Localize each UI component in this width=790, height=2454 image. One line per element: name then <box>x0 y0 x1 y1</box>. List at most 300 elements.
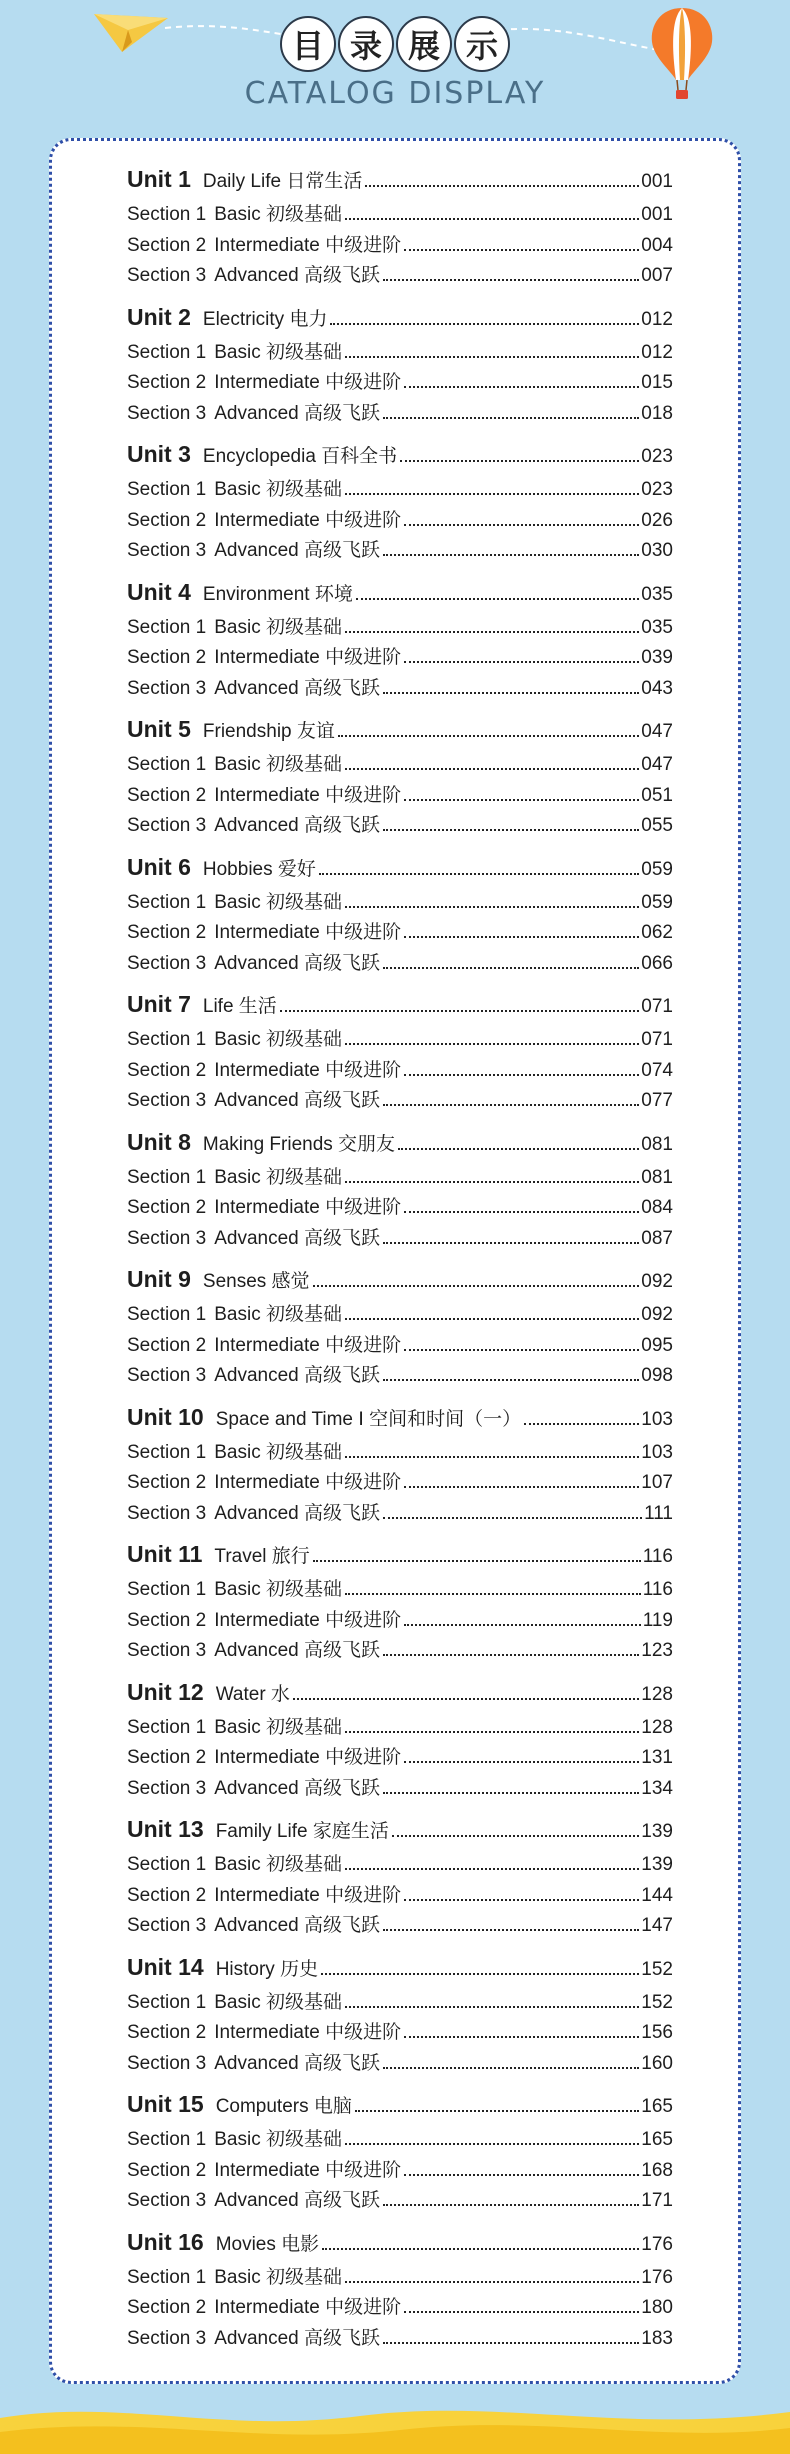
section-label: Section 2 <box>127 784 207 806</box>
section-entry[interactable] <box>127 1605 673 1636</box>
unit-number: Unit 6 <box>127 853 191 880</box>
dot-leader <box>383 279 639 281</box>
section-entry[interactable] <box>127 1742 673 1773</box>
dot-leader <box>313 1285 640 1287</box>
section-level: Basic 初级基础 <box>214 1441 342 1463</box>
section-level: Intermediate 中级进阶 <box>214 372 402 393</box>
page-number: 165 <box>641 2096 673 2117</box>
dot-leader <box>383 2204 639 2206</box>
dot-leader <box>383 1517 642 1519</box>
section-level: Advanced 高级飞跃 <box>214 1227 381 1249</box>
section-label: Section 2 <box>127 2022 207 2043</box>
catalog-subtitle: CATALOG DISPLAY <box>244 76 546 111</box>
table-of-contents <box>127 166 673 2366</box>
catalog-header <box>0 0 790 130</box>
dot-leader <box>383 829 639 831</box>
title-character: 目 <box>280 16 336 72</box>
dot-leader <box>383 692 639 694</box>
section-label: Section 3 <box>127 402 207 424</box>
section-entry[interactable] <box>127 260 673 291</box>
dot-leader <box>404 2174 639 2176</box>
unit-title: Friendship 友谊 <box>202 721 335 742</box>
section-level: Intermediate 中级进阶 <box>214 1747 402 1768</box>
page-number: 123 <box>641 1640 673 1661</box>
page-number: 183 <box>641 2327 673 2349</box>
dot-leader <box>392 1835 639 1837</box>
dot-leader <box>383 967 639 969</box>
section-entry[interactable] <box>127 505 673 536</box>
page-number: 111 <box>644 1502 673 1524</box>
dot-leader <box>404 249 639 251</box>
page-number: 012 <box>641 308 673 330</box>
dot-leader <box>383 417 639 419</box>
section-entry[interactable] <box>127 1849 673 1880</box>
dot-leader <box>293 1698 639 1700</box>
page-number: 128 <box>641 1716 673 1738</box>
page-number: 098 <box>641 1365 673 1386</box>
unit-number: Unit 3 <box>127 441 191 467</box>
dot-leader <box>322 2248 639 2250</box>
dot-leader <box>404 1761 639 1763</box>
page-number: 030 <box>641 540 673 561</box>
section-entry[interactable] <box>127 749 673 780</box>
page-number: 039 <box>641 647 673 668</box>
section-level: Basic 初级基础 <box>214 1854 342 1875</box>
section-level: Advanced 高级飞跃 <box>214 1640 381 1661</box>
dot-leader <box>345 906 639 908</box>
section-entry[interactable] <box>127 1773 673 1804</box>
section-level: Basic 初级基础 <box>214 616 342 638</box>
section-level: Intermediate 中级进阶 <box>214 509 402 531</box>
section-label: Section 2 <box>127 1334 207 1356</box>
section-entry[interactable] <box>127 535 673 566</box>
section-label: Section 1 <box>127 1166 207 1188</box>
section-entry[interactable] <box>127 2262 673 2293</box>
section-label: Section 3 <box>127 952 207 974</box>
dot-leader <box>383 2067 639 2069</box>
dot-leader <box>404 1074 639 1076</box>
dot-leader <box>404 1486 639 1488</box>
page-number: 035 <box>641 616 673 638</box>
unit-title: Life 生活 <box>202 996 277 1017</box>
unit-number: Unit 7 <box>127 991 191 1017</box>
section-entry[interactable] <box>127 1437 673 1468</box>
unit-block <box>127 441 673 579</box>
section-label: Section 2 <box>127 2159 207 2181</box>
unit-entry[interactable] <box>127 1679 673 1712</box>
dot-leader <box>345 768 639 770</box>
page-number: 066 <box>641 952 673 974</box>
section-entry[interactable] <box>127 612 673 643</box>
section-level: Advanced 高级飞跃 <box>214 1502 381 1524</box>
dot-leader <box>383 2342 639 2344</box>
page-number: 103 <box>641 1408 673 1430</box>
unit-block <box>127 166 673 304</box>
section-label: Section 2 <box>127 1747 207 1768</box>
page-number: 116 <box>642 1579 673 1600</box>
dot-leader <box>345 1868 639 1870</box>
page-number: 074 <box>641 1059 673 1081</box>
unit-entry[interactable] <box>127 1129 673 1162</box>
dot-leader <box>398 1148 639 1150</box>
unit-title: Making Friends 交朋友 <box>202 1133 396 1155</box>
section-entry[interactable] <box>127 917 673 948</box>
dot-leader <box>404 386 639 388</box>
section-entry[interactable] <box>127 1223 673 1254</box>
page-number: 144 <box>641 1884 673 1906</box>
page-number: 001 <box>641 204 673 225</box>
page-number: 139 <box>641 1821 673 1842</box>
section-entry[interactable] <box>127 642 673 673</box>
dot-leader <box>404 524 639 526</box>
dot-leader <box>383 1792 639 1794</box>
page-number: 007 <box>641 265 673 286</box>
section-label: Section 3 <box>127 677 207 699</box>
unit-block <box>127 579 673 717</box>
section-entry[interactable] <box>127 887 673 918</box>
unit-title: Daily Life 日常生活 <box>202 171 363 192</box>
section-level: Intermediate 中级进阶 <box>214 922 402 943</box>
page-number: 004 <box>641 234 673 256</box>
dot-leader <box>404 1349 639 1351</box>
dot-leader <box>383 1379 639 1381</box>
page-number: 095 <box>641 1334 673 1356</box>
dot-leader <box>345 1318 639 1320</box>
section-entry[interactable] <box>127 230 673 261</box>
dot-leader <box>319 873 639 875</box>
section-level: Basic 初级基础 <box>214 1304 342 1325</box>
section-label: Section 2 <box>127 234 207 256</box>
page-number: 160 <box>641 2052 673 2074</box>
unit-entry[interactable] <box>127 1541 673 1574</box>
section-level: Basic 初级基础 <box>214 1029 342 1050</box>
unit-entry[interactable] <box>127 1954 673 1987</box>
title-character: 录 <box>338 16 394 72</box>
unit-entry[interactable] <box>127 716 673 749</box>
section-level: Intermediate 中级进阶 <box>214 1334 402 1356</box>
section-label: Section 1 <box>127 754 207 775</box>
dot-leader <box>345 1731 639 1733</box>
unit-entry[interactable] <box>127 304 673 337</box>
dot-leader <box>345 2143 639 2145</box>
section-level: Advanced 高级飞跃 <box>214 815 381 836</box>
dot-leader <box>383 1654 639 1656</box>
section-level: Intermediate 中级进阶 <box>214 784 402 806</box>
section-entry[interactable] <box>127 780 673 811</box>
section-entry[interactable] <box>127 199 673 230</box>
section-entry[interactable] <box>127 1330 673 1361</box>
section-level: Advanced 高级飞跃 <box>214 402 381 424</box>
page-number: 176 <box>641 2233 673 2255</box>
section-label: Section 2 <box>127 1609 207 1631</box>
dot-leader <box>383 1929 639 1931</box>
section-label: Section 1 <box>127 1441 207 1463</box>
dot-leader <box>404 1899 639 1901</box>
section-label: Section 2 <box>127 647 207 668</box>
section-level: Intermediate 中级进阶 <box>214 2022 402 2043</box>
section-level: Advanced 高级飞跃 <box>214 540 381 561</box>
page-number: 047 <box>641 721 673 742</box>
dot-leader <box>400 460 639 462</box>
unit-entry[interactable] <box>127 1404 673 1437</box>
page-number: 023 <box>641 446 673 467</box>
unit-block <box>127 854 673 992</box>
unit-entry[interactable] <box>127 854 673 887</box>
section-level: Basic 初级基础 <box>214 479 342 500</box>
section-level: Intermediate 中级进阶 <box>214 1609 402 1631</box>
unit-entry[interactable] <box>127 1266 673 1299</box>
page-number: 015 <box>641 372 673 393</box>
unit-title: Movies 电影 <box>215 2233 320 2255</box>
section-label: Section 3 <box>127 1090 207 1111</box>
unit-title: Senses 感觉 <box>202 1271 310 1292</box>
page-number: 103 <box>641 1441 673 1463</box>
section-entry[interactable] <box>127 1055 673 1086</box>
dot-leader <box>345 1593 641 1595</box>
page-number: 092 <box>641 1271 673 1292</box>
section-level: Intermediate 中级进阶 <box>214 2297 402 2318</box>
page-number: 071 <box>641 996 673 1017</box>
unit-number: Unit 16 <box>127 2228 204 2255</box>
section-entry[interactable] <box>127 2155 673 2186</box>
section-level: Advanced 高级飞跃 <box>214 1777 381 1799</box>
section-label: Section 3 <box>127 1227 207 1249</box>
unit-block <box>127 304 673 442</box>
section-entry[interactable] <box>127 1085 673 1116</box>
section-level: Basic 初级基础 <box>214 1716 342 1738</box>
section-entry[interactable] <box>127 1360 673 1391</box>
unit-title: Water 水 <box>215 1683 290 1705</box>
dot-leader <box>365 185 639 187</box>
section-level: Basic 初级基础 <box>214 2129 342 2150</box>
unit-number: Unit 15 <box>127 2091 204 2117</box>
section-level: Advanced 高级飞跃 <box>214 2190 381 2211</box>
dot-leader <box>345 218 639 220</box>
page-number: 165 <box>641 2129 673 2150</box>
dot-leader <box>356 598 639 600</box>
section-entry[interactable] <box>127 1162 673 1193</box>
unit-block <box>127 1679 673 1817</box>
section-label: Section 3 <box>127 2327 207 2349</box>
page-number: 092 <box>641 1304 673 1325</box>
section-label: Section 1 <box>127 341 207 363</box>
page-number: 035 <box>641 583 673 605</box>
dot-leader <box>330 323 639 325</box>
section-label: Section 3 <box>127 1640 207 1661</box>
section-label: Section 1 <box>127 2129 207 2150</box>
section-entry[interactable] <box>127 673 673 704</box>
unit-entry[interactable] <box>127 166 673 199</box>
dot-leader <box>345 2006 639 2008</box>
unit-number: Unit 11 <box>127 1541 203 1567</box>
title-character: 展 <box>396 16 452 72</box>
section-entry[interactable] <box>127 1467 673 1498</box>
section-entry[interactable] <box>127 948 673 979</box>
unit-block <box>127 716 673 854</box>
page-number: 059 <box>641 858 673 880</box>
section-label: Section 1 <box>127 1854 207 1875</box>
unit-title: Hobbies 爱好 <box>202 858 316 880</box>
title-character: 示 <box>454 16 510 72</box>
section-level: Basic 初级基础 <box>214 204 342 225</box>
page-number: 119 <box>642 1609 673 1631</box>
section-label: Section 1 <box>127 616 207 638</box>
unit-entry[interactable] <box>127 991 673 1024</box>
dot-leader <box>404 936 639 938</box>
page-number: 062 <box>641 922 673 943</box>
section-label: Section 2 <box>127 1884 207 1906</box>
unit-entry[interactable] <box>127 441 673 474</box>
section-entry[interactable] <box>127 1880 673 1911</box>
section-entry[interactable] <box>127 2017 673 2048</box>
dot-leader <box>345 2281 639 2283</box>
unit-number: Unit 1 <box>127 166 191 192</box>
unit-block <box>127 2091 673 2229</box>
page-number: 156 <box>641 2022 673 2043</box>
section-label: Section 1 <box>127 479 207 500</box>
unit-block <box>127 1404 673 1542</box>
page-number: 026 <box>641 509 673 531</box>
unit-block <box>127 2229 673 2367</box>
page-number: 152 <box>641 1991 673 2013</box>
section-level: Basic 初级基础 <box>214 2266 342 2288</box>
page-number: 116 <box>642 1546 673 1567</box>
section-entry[interactable] <box>127 367 673 398</box>
unit-number: Unit 13 <box>127 1816 204 1842</box>
page-number: 128 <box>641 1683 673 1705</box>
section-label: Section 3 <box>127 815 207 836</box>
section-entry[interactable] <box>127 2124 673 2155</box>
section-level: Intermediate 中级进阶 <box>214 1884 402 1906</box>
unit-entry[interactable] <box>127 1816 673 1849</box>
dot-leader <box>383 1242 639 1244</box>
unit-number: Unit 10 <box>127 1403 204 1430</box>
section-entry[interactable] <box>127 1910 673 1941</box>
section-label: Section 1 <box>127 2266 207 2288</box>
section-level: Basic 初级基础 <box>214 1991 342 2013</box>
section-label: Section 1 <box>127 1716 207 1738</box>
section-entry[interactable] <box>127 1635 673 1666</box>
unit-number: Unit 12 <box>127 1678 204 1705</box>
unit-number: Unit 8 <box>127 1128 191 1155</box>
dot-leader <box>280 1010 639 1012</box>
section-label: Section 1 <box>127 1991 207 2013</box>
section-entry[interactable] <box>127 1987 673 2018</box>
catalog-title <box>0 16 790 74</box>
section-level: Intermediate 中级进阶 <box>214 234 402 256</box>
section-entry[interactable] <box>127 810 673 841</box>
page-number: 012 <box>641 341 673 363</box>
unit-block <box>127 991 673 1129</box>
unit-block <box>127 1816 673 1954</box>
page-number: 134 <box>641 1777 673 1799</box>
page-number: 084 <box>641 1197 673 1218</box>
unit-entry[interactable] <box>127 2091 673 2124</box>
section-level: Basic 初级基础 <box>214 1579 342 1600</box>
dot-leader <box>404 799 639 801</box>
section-entry[interactable] <box>127 2323 673 2354</box>
dot-leader <box>404 1211 639 1213</box>
section-label: Section 1 <box>127 204 207 225</box>
section-level: Advanced 高级飞跃 <box>214 677 381 699</box>
section-entry[interactable] <box>127 1712 673 1743</box>
unit-entry[interactable] <box>127 2229 673 2262</box>
section-entry[interactable] <box>127 1574 673 1605</box>
unit-title: Encyclopedia 百科全书 <box>202 446 398 467</box>
section-label: Section 2 <box>127 1197 207 1218</box>
section-level: Intermediate 中级进阶 <box>214 1197 402 1218</box>
unit-number: Unit 14 <box>127 1953 204 1980</box>
unit-block <box>127 1954 673 2092</box>
dot-leader <box>345 1181 639 1183</box>
section-level: Basic 初级基础 <box>214 754 342 775</box>
unit-number: Unit 2 <box>127 303 191 330</box>
section-entry[interactable] <box>127 2292 673 2323</box>
section-entry[interactable] <box>127 1299 673 1330</box>
dot-leader <box>404 1624 641 1626</box>
page-number: 055 <box>641 815 673 836</box>
page-number: 081 <box>641 1166 673 1188</box>
unit-entry[interactable] <box>127 579 673 612</box>
section-label: Section 3 <box>127 540 207 561</box>
page-number: 152 <box>641 1958 673 1980</box>
section-label: Section 3 <box>127 2190 207 2211</box>
section-level: Basic 初级基础 <box>214 341 342 363</box>
section-entry[interactable] <box>127 398 673 429</box>
section-label: Section 1 <box>127 1304 207 1325</box>
section-label: Section 3 <box>127 1365 207 1386</box>
section-entry[interactable] <box>127 337 673 368</box>
page-number: 077 <box>641 1090 673 1111</box>
unit-title: Computers 电脑 <box>215 2096 352 2117</box>
section-level: Basic 初级基础 <box>214 891 342 913</box>
section-level: Advanced 高级飞跃 <box>214 1365 381 1386</box>
unit-number: Unit 9 <box>127 1266 191 1292</box>
section-label: Section 3 <box>127 1502 207 1524</box>
dot-leader <box>404 661 639 663</box>
dot-leader <box>383 1104 639 1106</box>
page-number: 059 <box>641 891 673 913</box>
unit-number: Unit 5 <box>127 716 191 742</box>
section-level: Advanced 高级飞跃 <box>214 1915 381 1936</box>
dot-leader <box>345 1456 639 1458</box>
page-number: 047 <box>641 754 673 775</box>
section-label: Section 2 <box>127 509 207 531</box>
section-label: Section 1 <box>127 1579 207 1600</box>
unit-title: Family Life 家庭生活 <box>215 1821 389 1842</box>
section-entry[interactable] <box>127 2048 673 2079</box>
section-entry[interactable] <box>127 1192 673 1223</box>
page-number: 051 <box>641 784 673 806</box>
section-label: Section 3 <box>127 1915 207 1936</box>
unit-title: Travel 旅行 <box>214 1546 310 1567</box>
section-label: Section 3 <box>127 265 207 286</box>
unit-title: Electricity 电力 <box>202 308 328 330</box>
page-number: 131 <box>641 1747 673 1768</box>
section-level: Advanced 高级飞跃 <box>214 952 381 974</box>
section-entry[interactable] <box>127 1024 673 1055</box>
page-number: 176 <box>641 2266 673 2288</box>
section-label: Section 2 <box>127 1472 207 1493</box>
section-label: Section 1 <box>127 1029 207 1050</box>
section-entry[interactable] <box>127 1498 673 1529</box>
dot-leader <box>383 554 639 556</box>
section-entry[interactable] <box>127 474 673 505</box>
page-number: 071 <box>641 1029 673 1050</box>
section-level: Intermediate 中级进阶 <box>214 1059 402 1081</box>
section-label: Section 2 <box>127 922 207 943</box>
section-entry[interactable] <box>127 2185 673 2216</box>
